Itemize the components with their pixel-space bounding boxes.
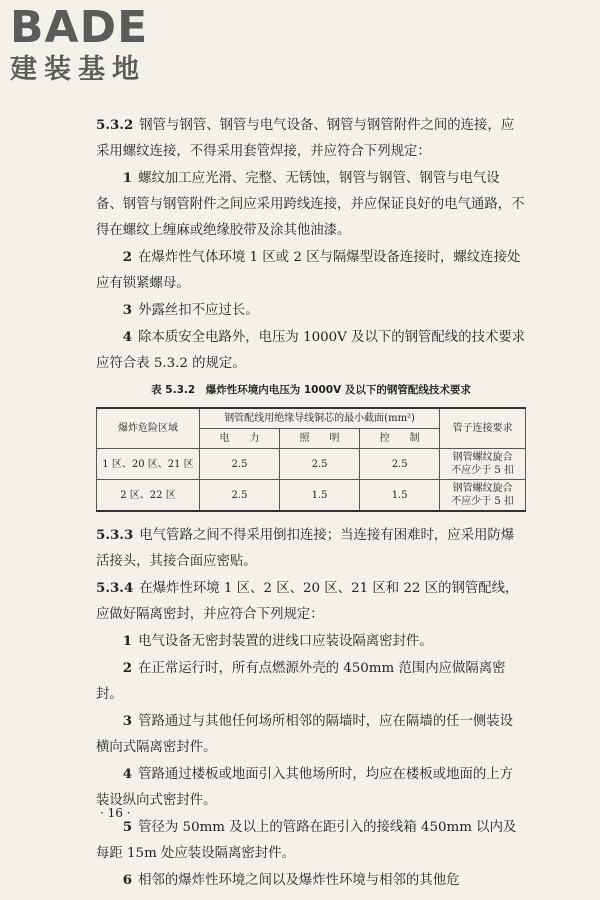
item-number: 1	[122, 633, 133, 649]
cell-lighting: 1.5	[280, 480, 360, 512]
item-number: 6	[122, 872, 133, 888]
section-5-3-4-item-2	[96, 655, 526, 708]
requirement-line: 钢管螺纹旋合	[452, 452, 513, 463]
wiring-spec-table	[96, 407, 526, 512]
table-row	[97, 449, 526, 480]
section-5-3-2-item-4	[96, 324, 526, 377]
table-row	[97, 480, 526, 512]
page-number: · 16 ·	[100, 806, 131, 820]
section-5-3-4-item-6	[96, 867, 526, 894]
section-5-3-2-item-1	[96, 165, 526, 244]
logo-wordmark: BADE	[10, 2, 149, 53]
cell-requirement	[440, 449, 526, 480]
item-number: 3	[122, 302, 133, 318]
item-text: 管路通过楼板或地面引入其他场所时，均应在楼板或地面的上方装设纵向式密封件。	[96, 767, 514, 808]
item-text: 外露丝扣不应过长。	[138, 303, 259, 318]
section-5-3-2-item-2	[96, 244, 526, 297]
item-text: 管路通过与其他任何场所相邻的隔墙时，应在隔墙的任一侧装设横向式隔离密封件。	[96, 714, 514, 755]
section-5-3-4-item-1	[96, 628, 526, 655]
header-pipe-connection: 管子连接要求	[440, 408, 526, 449]
item-number: 1	[122, 170, 133, 186]
item-number: 5	[122, 819, 133, 835]
cell-lighting: 2.5	[280, 449, 360, 480]
cell-control: 2.5	[360, 449, 440, 480]
section-number: 5.3.2	[96, 117, 134, 133]
requirement-line: 钢管螺纹旋合	[452, 483, 513, 494]
item-text: 除本质安全电路外，电压为 1000V 及以下的钢管配线的技术要求应符合表 5.3.2 的规定。	[96, 330, 526, 371]
section-5-3-2-item-3	[96, 297, 526, 324]
table-caption: 表 5.3.2 爆炸性环境内电压为 1000V 及以下的钢管配线技术要求	[151, 384, 471, 396]
section-5-3-4-intro	[96, 575, 526, 628]
item-text: 螺纹加工应光滑、完整、无锈蚀，钢管与钢管、钢管与电气设备、钢管与钢管附件之间应采用跨线连接，并应保证良好的电气通路，不得在螺纹上缠麻或绝缘胶带及涂其他油漆。	[96, 171, 525, 238]
requirement-line: 不应少于 5 扣	[451, 496, 514, 507]
header-power: 电 力	[199, 429, 279, 449]
cell-power: 2.5	[199, 449, 279, 480]
section-number: 5.3.3	[96, 527, 134, 543]
section-5-3-2-intro	[96, 112, 526, 165]
cell-control: 1.5	[360, 480, 440, 512]
section-number: 5.3.4	[96, 580, 134, 596]
header-lighting: 照 明	[280, 429, 360, 449]
item-text: 在爆炸性气体环境 1 区或 2 区与隔爆型设备连接时，螺纹连接处应有锁紧螺母。	[96, 250, 521, 291]
logo-chinese-name: 建装基地	[10, 54, 146, 85]
section-text: 电气管路之间不得采用倒扣连接；当连接有困难时，应采用防爆活接头，其接合面应密贴。	[96, 528, 515, 569]
item-number: 3	[122, 713, 133, 729]
item-number: 4	[122, 766, 133, 782]
item-number: 2	[122, 660, 133, 676]
item-text: 相邻的爆炸性环境之间以及爆炸性环境与相邻的其他危	[138, 873, 460, 888]
section-5-3-4-item-5	[96, 814, 526, 867]
item-text: 管径为 50mm 及以上的管路在距引入的接线箱 450mm 以内及每距 15m 处应装设隔离密封件。	[96, 820, 517, 861]
section-text: 钢管与钢管、钢管与电气设备、钢管与钢管附件之间的连接，应采用螺纹连接，不得采用套管焊接，并应符合下列规定：	[96, 118, 515, 159]
cell-requirement	[440, 480, 526, 512]
item-text: 在正常运行时，所有点燃源外壳的 450mm 范围内应做隔离密封。	[96, 661, 506, 702]
cell-power: 2.5	[199, 480, 279, 512]
item-text: 电气设备无密封装置的进线口应装设隔离密封件。	[138, 634, 433, 649]
section-5-3-3	[96, 522, 526, 575]
logo	[10, 2, 180, 88]
cell-zone: 2 区、22 区	[97, 480, 200, 512]
item-number: 2	[122, 249, 133, 265]
item-number: 4	[122, 329, 133, 345]
section-5-3-4-item-4	[96, 761, 526, 814]
requirement-line: 不应少于 5 扣	[451, 465, 514, 476]
header-control: 控 制	[360, 429, 440, 449]
header-min-cross-section: 钢管配线用绝缘导线铜芯的最小截面(mm²)	[199, 408, 439, 429]
header-zone: 爆炸危险区域	[97, 408, 200, 449]
table-header-row	[97, 408, 526, 429]
section-text: 在爆炸性环境 1 区、2 区、20 区、21 区和 22 区的钢管配线，应做好隔离密封，并应符合下列规定：	[96, 581, 519, 622]
section-5-3-4-item-3	[96, 708, 526, 761]
cell-zone: 1 区、20 区、21 区	[97, 449, 200, 480]
document-body	[96, 112, 526, 894]
